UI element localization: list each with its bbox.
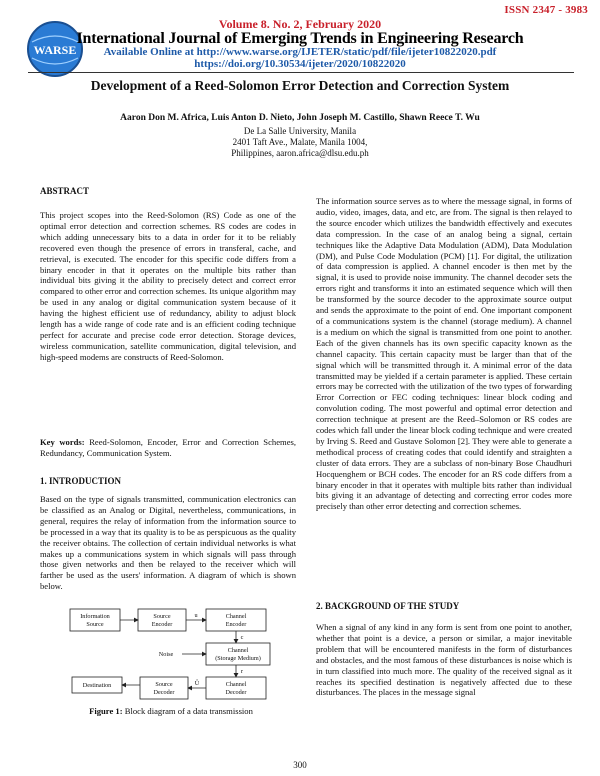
page-number: 300 bbox=[293, 760, 307, 770]
figure-caption-text: Block diagram of a data transmission bbox=[124, 706, 253, 716]
u-label: u bbox=[194, 612, 198, 619]
c-label: c bbox=[240, 634, 244, 641]
affiliation-line-2: 2401 Taft Ave., Malate, Manila 1004, bbox=[232, 137, 368, 147]
source-decoder-label-1: Source bbox=[155, 681, 173, 688]
available-link[interactable]: Available Online at http://www.warse.org/IJETER/static/pdf/file/ijeter10822020.pdf bbox=[103, 46, 497, 58]
noise-label: Noise bbox=[158, 651, 174, 658]
channel-label-2: (Storage Medium) bbox=[215, 655, 261, 662]
header-divider bbox=[28, 72, 574, 73]
volume-label: Volume 8. No. 2, February 2020 bbox=[218, 17, 382, 31]
info-source-label-1: Information bbox=[80, 613, 110, 620]
paper-authors: Aaron Don M. Africa, Luis Anton D. Nieto, John Joseph M. Castillo, Shawn Reece T. Wu bbox=[120, 113, 480, 123]
intro-heading: 1. INTRODUCTION bbox=[40, 476, 122, 486]
intro-text: Based on the type of signals transmitted, communication electronics can be classified as an Analog or Digital, nevertheless, communications, in general, requires the relay of information from the information source to be processed in a way that its quality is to be as perspicuous as the quality the receiver obtains. The collection of certain individual networks is what makes up a communications system in which signals will pass through those given networks and then be relayed to the receiver which will farther be used as the users' information. A diagram of which is shown below. bbox=[40, 494, 296, 592]
abstract-text: This project scopes into the Reed-Solomon (RS) Code as one of the optimal error detection and correction schemes. RS codes are codes in which adding unnecessary bits to a data in order for it to be reliably recovered even though the presence of errors in transferal, cache, and retrieval, is executed. The encoder for this specific code differs from a binary encoder in that it operates on the multiple bits rather than individual bits giving it the ability to precisely detect and correct error compared to other error and correction schemes. Its unique algorithm may be used in any analog or digital communication system because of it having the highest efficient use of redundancy, ability to adjust block length has a wide range of code rate and is an efficient coding technique perfect for accurate and precise code error detection. Storage devices, wireless communication, satellite communication, digital television, and high-speed modems are constructs of Reed-Solomon. bbox=[40, 210, 296, 362]
doi-link[interactable]: https://doi.org/10.30534/ijeter/2020/10822020 bbox=[194, 58, 406, 70]
affiliation-line-3: Philippines, aaron.africa@dlsu.edu.ph bbox=[231, 148, 369, 158]
source-encoder-label-2: Encoder bbox=[151, 621, 173, 628]
source-encoder-label-1: Source bbox=[153, 613, 171, 620]
background-heading: 2. BACKGROUND OF THE STUDY bbox=[316, 601, 460, 611]
channel-encoder-label-2: Encoder bbox=[225, 621, 247, 628]
keywords-label: Key words: bbox=[40, 437, 85, 447]
logo-text: WARSE bbox=[33, 43, 77, 57]
figure-caption bbox=[56, 706, 286, 716]
destination-label: Destination bbox=[82, 682, 112, 689]
channel-label-1: Channel bbox=[227, 647, 249, 654]
channel-decoder-label-2: Decoder bbox=[225, 689, 247, 696]
journal-title: International Journal of Emerging Trends in Engineering Research bbox=[76, 30, 524, 47]
block-diagram-figure bbox=[56, 605, 286, 705]
keywords-text: Reed-Solomon, Encoder, Error and Correction Schemes, Redundancy, Communication System. bbox=[40, 437, 296, 458]
channel-decoder-label-1: Channel bbox=[225, 681, 247, 688]
r-label: r bbox=[240, 668, 244, 675]
channel-encoder-label-1: Channel bbox=[225, 613, 247, 620]
source-decoder-label-2: Decoder bbox=[153, 689, 175, 696]
keywords bbox=[40, 437, 296, 459]
right-paragraph-1: The information source serves as to where the message signal, in forms of audio, video, images, data, and etc, are from. The signal is then relayed to the source encoder which utilizes the bandwidth effectively and executes data compression. In the case of an analog being a signal, certain techniques like the Adaptive Data Modulation (ADM), Data Modulation (DM), and Pulse Code Modulation (PCM) [1]. For digital, the utilization of data compression is applied. A channel encoder is then met by the signal, it is used to provide noise immunity. The channel decoder sets the errors right and transforms it into an estimated sequence which will then be transformed by the source decoder to the approximate source output and sends the approximate to the point of end. One important component of a communications system is the channel (storage medium). A channel is a medium on which the signal is transmitted from one point to another. Each of the given channels has its own specific capacity known as the channel capacity. This certain capacity must be larger than that of the signal which will be transmitted through it. A minimal error of the data transmitted may be yielded if a certain parameter is applied. These certain errors may be corrected with the utilization of the two types of forwarding Error Correction or FEC coding techniques: linear block coding and convolution coding. The most powerful and optimal error detection and correction technique at present are the Reed–Solomon or RS codes are codes which fall under the linear block coding technique and were created by Irving S. Reed and Gustave Solomon [2]. They were able to generate a methodical process of creating codes that could identify and straighten a cluster of data errors. They are a subclass of non-binary Bose Chaudhuri Hocquenghem or BCH codes. The encoder for an RS code differs from a binary encoder in that it operates with multiple bits rather than individual bits giving it an advantage of detecting and correcting error codes more precisely than other error detecting and correction schemes. bbox=[316, 196, 572, 512]
issn-label: ISSN 2347 - 3983 bbox=[504, 4, 588, 16]
figure-caption-label: Figure 1: bbox=[89, 706, 123, 716]
info-source-label-2: Source bbox=[86, 621, 104, 628]
paper-title: Development of a Reed-Solomon Error Detection and Correction System bbox=[90, 78, 510, 93]
abstract-heading: ABSTRACT bbox=[40, 186, 90, 196]
right-paragraph-2: When a signal of any kind in any form is sent from one point to another, whether that point is a device, a person or similar, a major inevitable problem that will be encountered manifests in the form of disturbances and obstacles, and the most famous of these disturbances is noise which is in turn classified into much more. The quality of the received signal as it reaches its specified destination is negatively affected due to these disturbances. The places in the message signal bbox=[316, 622, 572, 698]
u-hat-label: Û bbox=[194, 680, 200, 687]
affiliation-line-1: De La Salle University, Manila bbox=[243, 126, 357, 136]
